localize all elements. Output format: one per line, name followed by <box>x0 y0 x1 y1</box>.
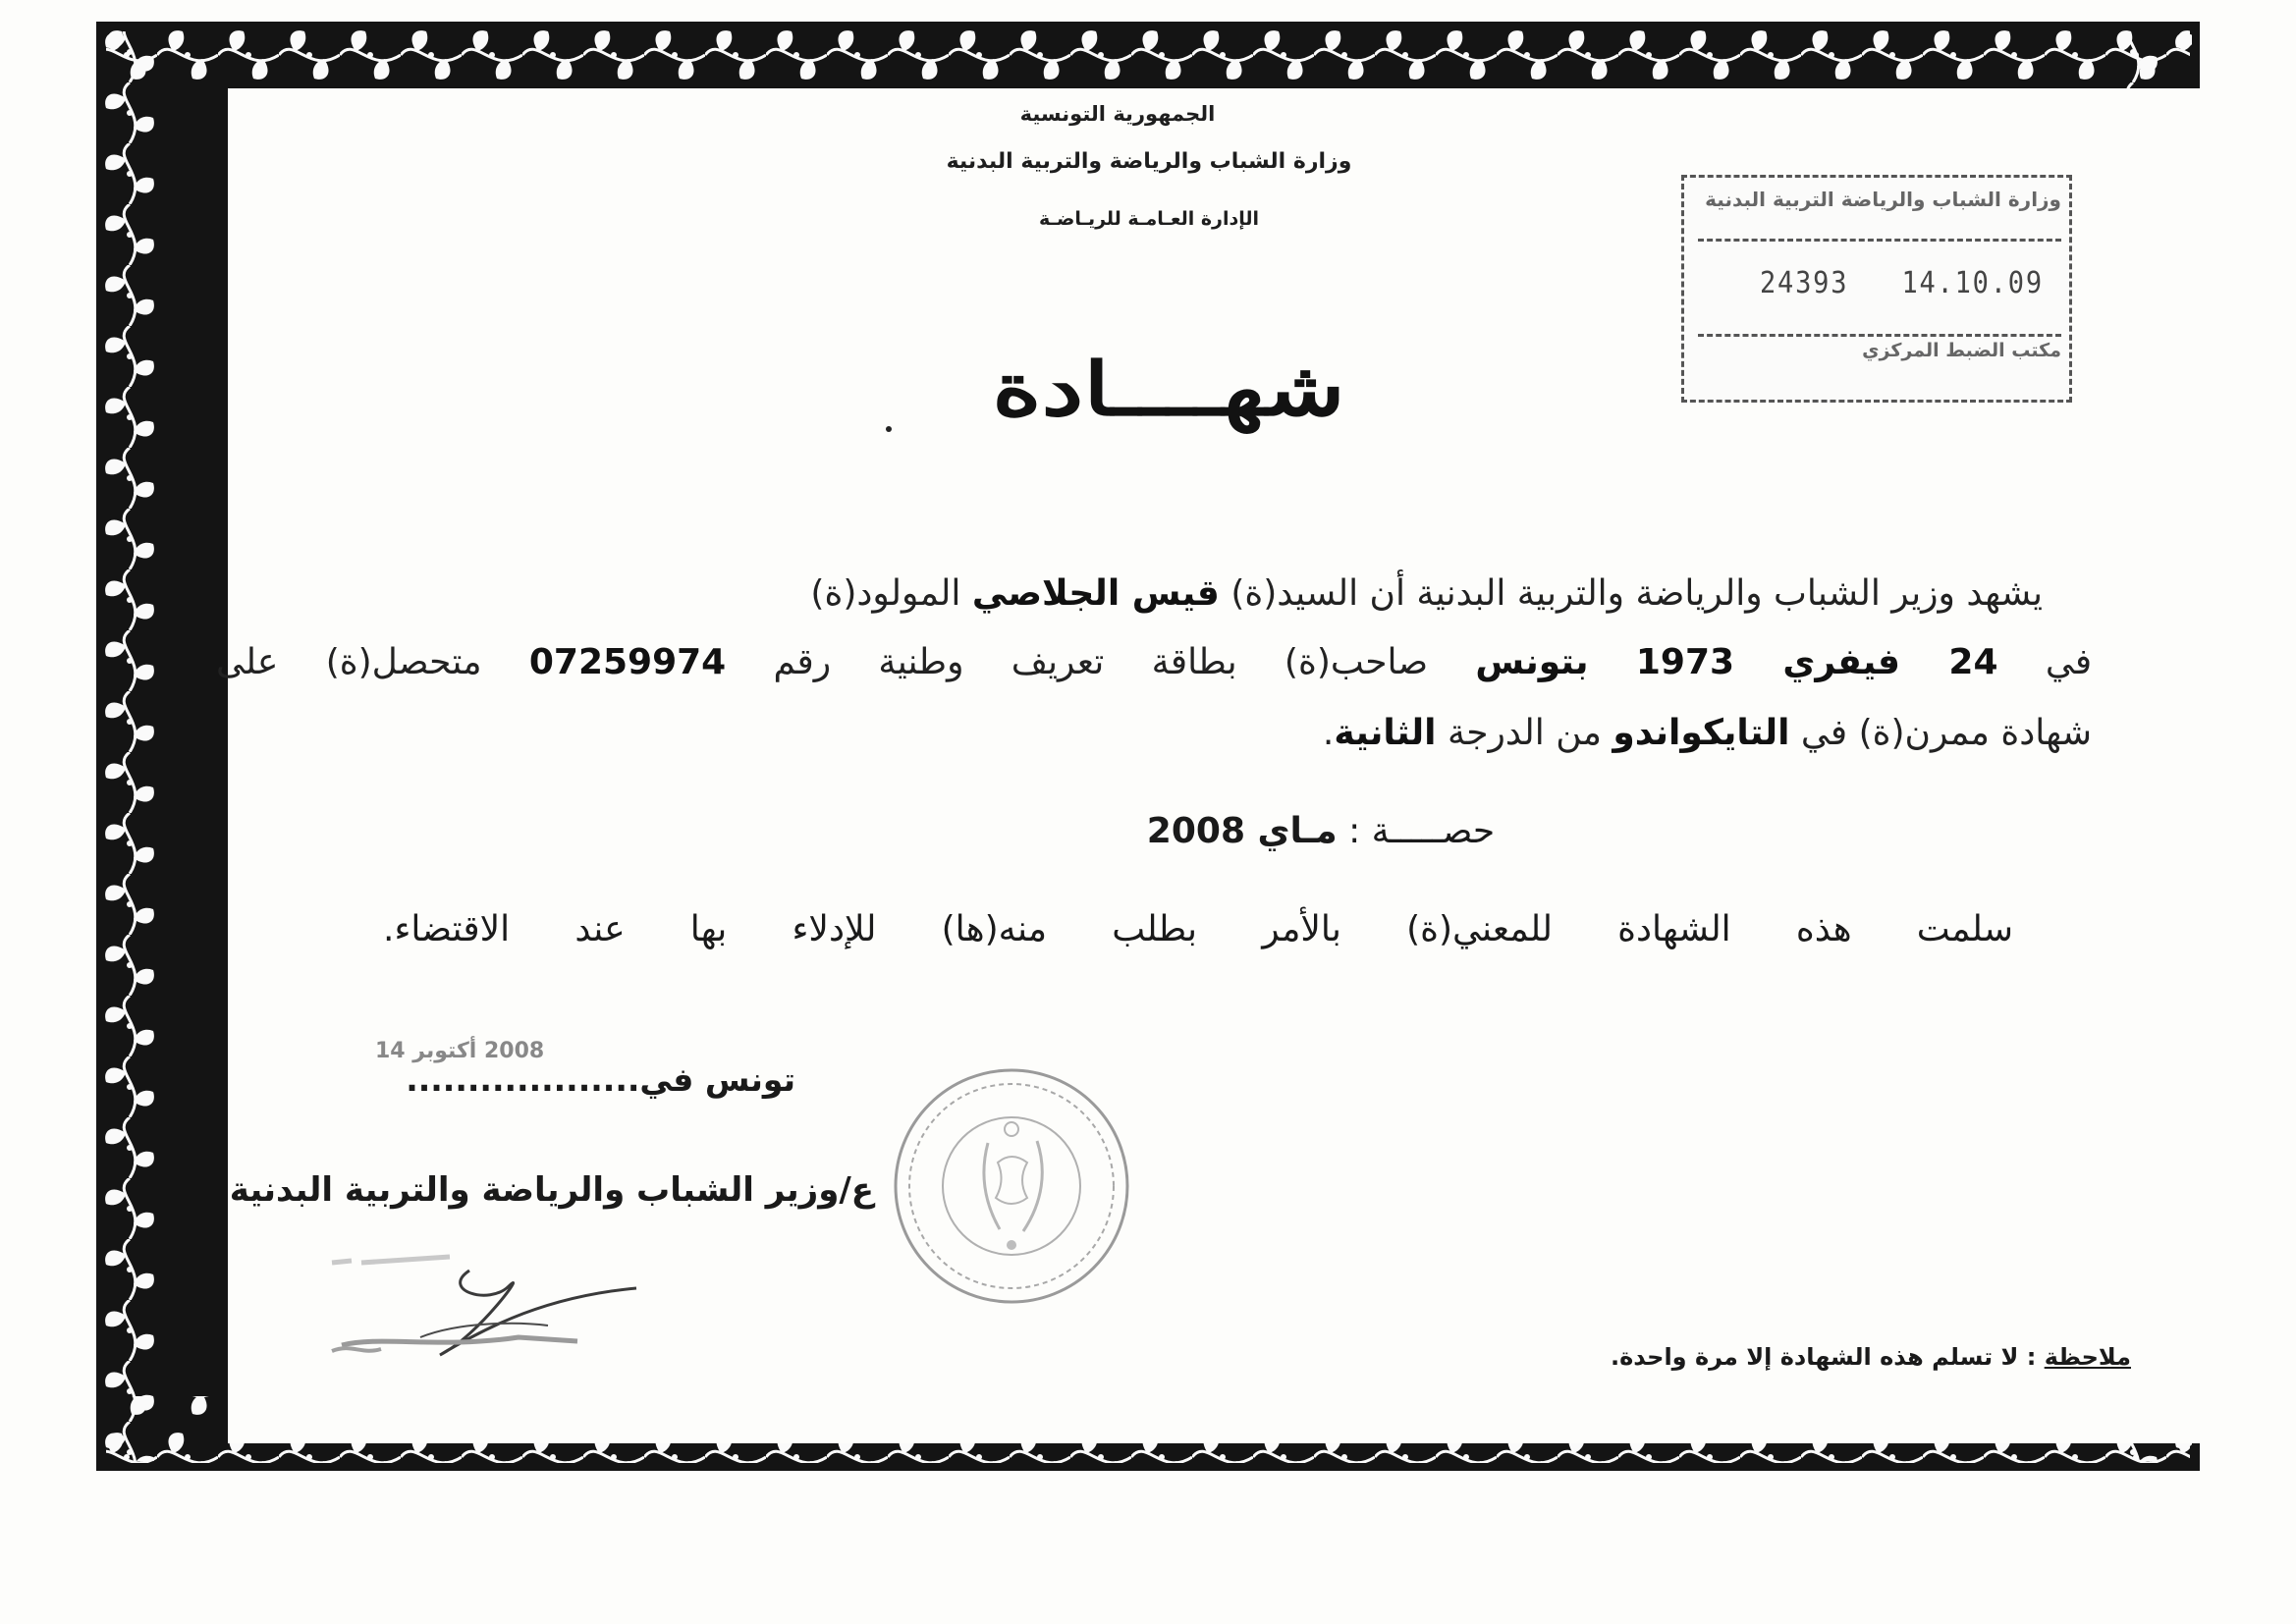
body-line-2 <box>216 642 2092 682</box>
signature-icon <box>322 1227 695 1375</box>
degree: الثانية <box>1334 713 1437 753</box>
republic-heading: الجمهورية التونسية <box>1019 102 1216 126</box>
body-text: صاحب(ة) بطاقة تعريف وطنية رقم <box>773 642 1429 682</box>
session-value: مـاي 2008 <box>1146 811 1338 851</box>
certificate-title: شهــــادة <box>992 346 1345 433</box>
body-text: . <box>1322 713 1335 753</box>
session-line <box>1090 811 1552 851</box>
registry-stamp-bottom-text: مكتب الضبط المركزي <box>1862 340 2061 361</box>
body-text: المولود(ة) <box>810 573 961 614</box>
body-line-1 <box>216 573 2043 614</box>
registry-stamp-top-text: وزارة الشباب والرياضة التربية البدنية <box>1705 188 2061 211</box>
body-text: في <box>2045 642 2093 682</box>
signatory-title: ع/وزير الشباب والرياضة والتربية البدنية <box>229 1170 874 1210</box>
birth-place: بتونس <box>1475 642 1589 682</box>
note-text: : لا تسلم هذه الشهادة إلا مرة واحدة. <box>1611 1343 2037 1371</box>
body-text: شهادة ممرن(ة) في <box>1800 713 2092 753</box>
discipline: التايكواندو <box>1613 713 1790 753</box>
place-date-dots: ................... <box>406 1060 640 1099</box>
registry-number: 24393 <box>1760 266 1849 300</box>
holder-name: قيس الجلاصي <box>971 573 1220 614</box>
place-date-label: تونس في <box>639 1060 795 1099</box>
id-number: 07259974 <box>528 642 727 682</box>
ministry-heading: وزارة الشباب والرياضة والتربية البدنية <box>946 149 1352 174</box>
official-seal-icon <box>890 1064 1133 1308</box>
birth-date: 24 فيفري 1973 <box>1635 642 1998 682</box>
note-line <box>1542 1343 2131 1371</box>
registry-date: 14.10.09 <box>1901 266 2044 300</box>
note-label: ملاحظة <box>2044 1343 2131 1371</box>
date-stamp: 2008 أكتوبر 14 <box>375 1039 545 1063</box>
issued-statement: سلمت هذه الشهادة للمعني(ة) بالأمر بطلب منه(ها) للإدلاء بها عند الاقتضاء. <box>383 909 2013 949</box>
registry-stamp <box>1681 175 2072 403</box>
title-dot <box>886 426 892 432</box>
session-label: حصـــــة : <box>1348 811 1496 851</box>
body-text: يشهد وزير الشباب والرياضة والتربية البدنية أن السيد(ة) <box>1230 573 2043 614</box>
body-text: من الدرجة <box>1447 713 1602 753</box>
directorate-heading: الإدارة العـامـة للريـاضـة <box>1038 208 1260 230</box>
body-line-3 <box>1090 713 2092 753</box>
registry-stamp-number <box>1760 266 2044 300</box>
body-text: متحصل(ة) على <box>216 642 482 682</box>
place-date-line <box>354 1060 795 1099</box>
